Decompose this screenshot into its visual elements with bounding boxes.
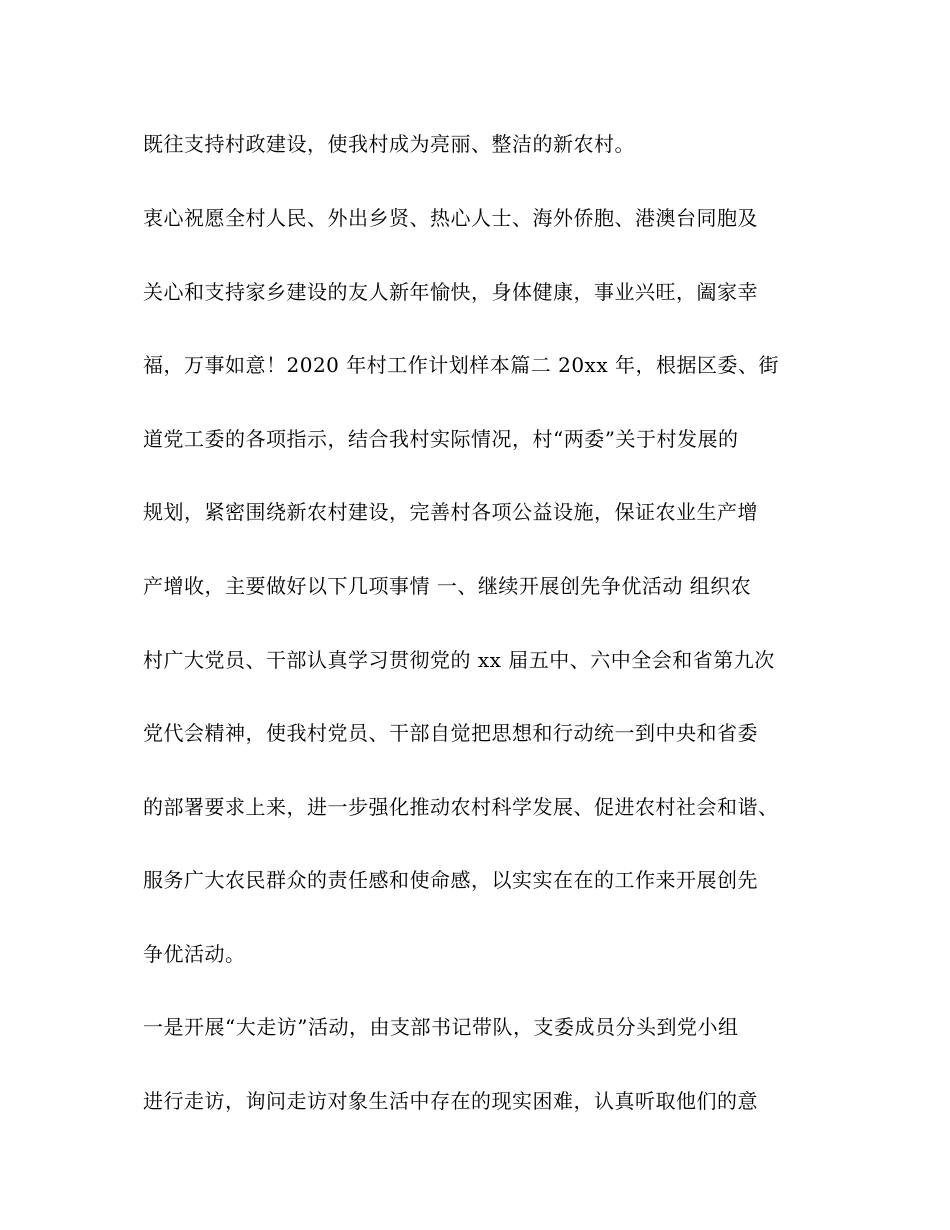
text-line: 既往支持村政建设，使我村成为亮丽、整洁的新农村。 — [143, 132, 635, 156]
text-line: 党代会精神，使我村党员、干部自觉把思想和行动统一到中央和省委 — [143, 721, 758, 745]
text-line: 一是开展“大走访”活动，由支部书记带队，支委成员分头到党小组 — [143, 1015, 739, 1039]
text-line: 进行走访，询问走访对象生活中存在的现实困难，认真听取他们的意 — [143, 1089, 758, 1113]
text-line: 关心和支持家乡建设的友人新年愉快，身体健康，事业兴旺，阖家幸 — [143, 280, 758, 304]
text-line: 村广大党员、干部认真学习贯彻党的 xx 届五中、六中全会和省第九次 — [143, 648, 775, 672]
text-line: 争优活动。 — [143, 942, 246, 966]
text-line: 规划，紧密围绕新农村建设，完善村各项公益设施，保证农业生产增 — [143, 500, 758, 524]
text-line: 的部署要求上来，进一步强化推动农村科学发展、促进农村社会和谐、 — [143, 795, 779, 819]
text-line: 产增收，主要做好以下几项事情 一、继续开展创先争优活动 组织农 — [143, 574, 752, 598]
text-line: 道党工委的各项指示，结合我村实际情况，村“两委”关于村发展的 — [143, 427, 739, 451]
text-line: 福，万事如意！2020 年村工作计划样本篇二 20xx 年，根据区委、街 — [143, 353, 779, 377]
text-line: 服务广大农民群众的责任感和使命感，以实实在在的工作来开展创先 — [143, 868, 758, 892]
text-line: 衷心祝愿全村人民、外出乡贤、热心人士、海外侨胞、港澳台同胞及 — [143, 206, 758, 230]
